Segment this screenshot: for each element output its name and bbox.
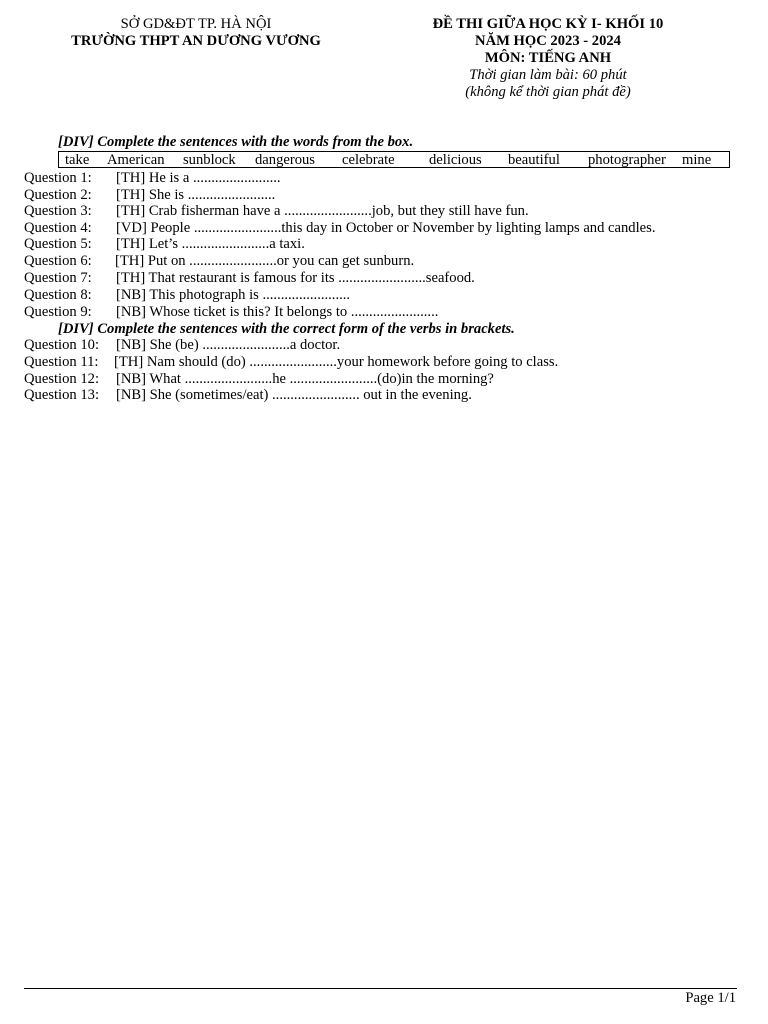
question-text: [NB] What ........................he ........................(do)in the morning? (116, 371, 494, 387)
question-text: [TH] He is a ........................ (116, 170, 281, 186)
question-number: Question 10: (24, 337, 99, 353)
question-number: Question 2: (24, 187, 92, 203)
footer-divider (24, 988, 737, 989)
word-box (58, 151, 730, 168)
question-number: Question 9: (24, 304, 92, 320)
school-year: NĂM HỌC 2023 - 2024 (475, 33, 621, 49)
exam-header (400, 16, 696, 101)
question-text: [NB] She (sometimes/eat) ........................ out in the evening. (116, 387, 472, 403)
box-word: delicious (429, 152, 482, 168)
box-word: sunblock (183, 152, 236, 168)
question-number: Question 8: (24, 287, 92, 303)
box-word: take (65, 152, 90, 168)
question-text: [TH] Let’s ........................a taxi. (116, 236, 305, 252)
question-number: Question 12: (24, 371, 99, 387)
box-word: mine (682, 152, 712, 168)
question-text: [NB] Whose ticket is this? It belongs to ........................ (116, 304, 439, 320)
department-name: SỞ GD&ĐT TP. HÀ NỘI (120, 16, 272, 32)
box-word: beautiful (508, 152, 560, 168)
question-text: [TH] She is ........................ (116, 187, 276, 203)
section1-instruction: [DIV] Complete the sentences with the words from the box. (58, 134, 414, 150)
question-text: [VD] People ........................this day in October or November by lighting lamps and candles. (116, 220, 656, 236)
school-name: TRƯỜNG THPT AN DƯƠNG VƯƠNG (71, 33, 321, 49)
question-number: Question 11: (24, 354, 99, 370)
box-word: celebrate (342, 152, 395, 168)
time-note: (không kể thời gian phát đề) (465, 84, 631, 100)
question-number: Question 4: (24, 220, 92, 236)
question-text: [TH] That restaurant is famous for its ........................seafood. (116, 270, 475, 286)
section2-instruction: [DIV] Complete the sentences with the correct form of the verbs in brackets. (58, 321, 515, 337)
question-text: [NB] This photograph is ........................ (116, 287, 351, 303)
subject: MÔN: TIẾNG ANH (484, 50, 612, 66)
question-text: [NB] She (be) ........................a doctor. (116, 337, 341, 353)
question-text: [TH] Nam should (do) ........................your homework before going to class. (114, 354, 559, 370)
school-header (40, 16, 352, 50)
time-allowed: Thời gian làm bài: 60 phút (469, 67, 627, 83)
question-number: Question 7: (24, 270, 92, 286)
page-number: Page 1/1 (685, 990, 736, 1006)
question-number: Question 1: (24, 170, 92, 186)
question-text: [TH] Put on ........................or you can get sunburn. (115, 253, 415, 269)
question-number: Question 6: (24, 253, 92, 269)
box-word: dangerous (255, 152, 315, 168)
box-word: American (107, 152, 165, 168)
box-word: photographer (588, 152, 666, 168)
question-number: Question 5: (24, 236, 92, 252)
exam-title: ĐỀ THI GIỮA HỌC KỲ I- KHỐI 10 (432, 16, 664, 32)
question-number: Question 3: (24, 203, 92, 219)
question-number: Question 13: (24, 387, 99, 403)
question-text: [TH] Crab fisherman have a ........................job, but they still have fun. (116, 203, 529, 219)
